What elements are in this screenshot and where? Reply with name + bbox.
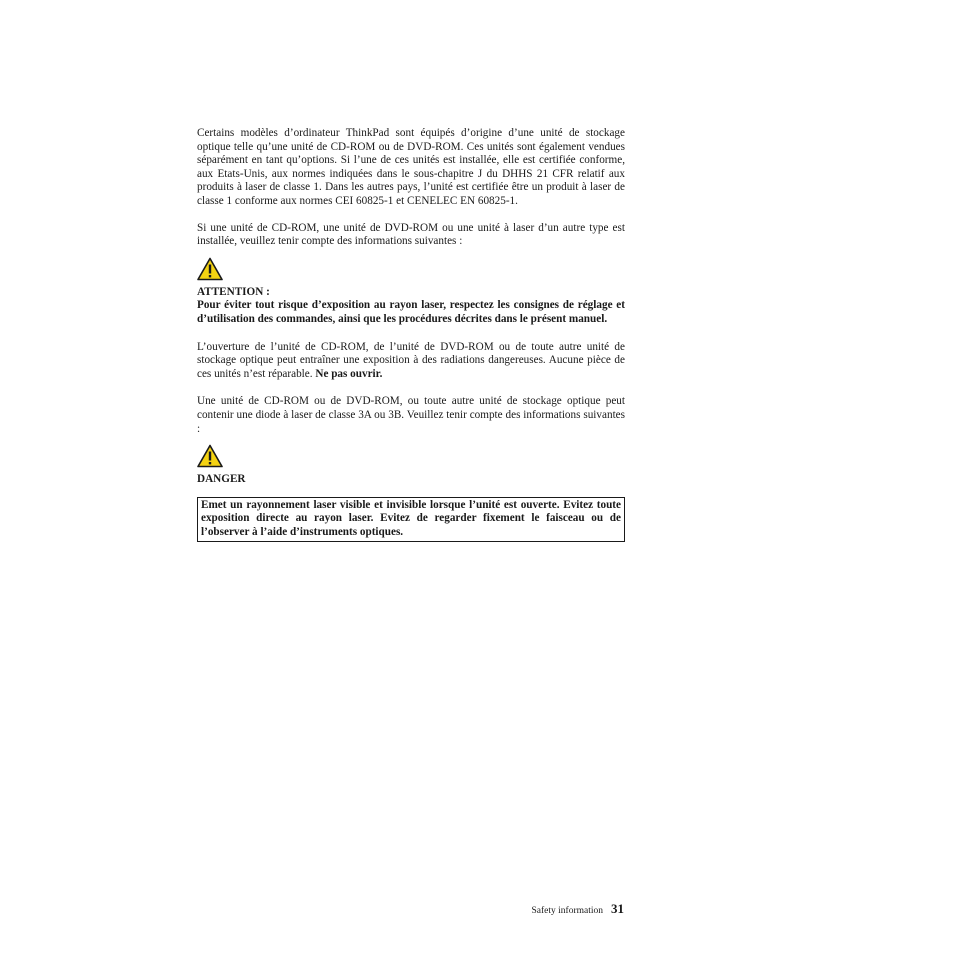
- document-body: [197, 127, 625, 542]
- do-not-open-text: Ne pas ouvrir.: [315, 367, 383, 380]
- warning-triangle-icon: [197, 444, 223, 468]
- paragraph-optical-drive-intro: Certains modèles d’ordinateur ThinkPad sont équipés d’origine d’une unité de stockage optique telle qu’une unité de CD-ROM ou de DVD-ROM. Ces unités sont également vendues séparément en tant qu’options. Si l’une de ces unités est installée, elle est certifiée conforme, aux Etats-Unis, aux normes indiquées dans le sous-chapitre J du DHHS 21 CFR relatif aux produits à laser de classe 1. Dans les autres pays, l’unité est certifiée être un produit à laser de classe 1 conforme aux normes CEI 60825-1 et CENELEC EN 60825-1.: [197, 127, 625, 207]
- paragraph-opening-warning: [197, 341, 625, 382]
- danger-notice-box: Emet un rayonnement laser visible et invisible lorsque l’unité est ouverte. Evitez toute exposition directe au rayon laser. Evitez de regarder fixement le faisceau ou de l’observer à l’aide d’instruments optiques.: [197, 497, 625, 543]
- footer-section-title: Safety information: [531, 906, 603, 916]
- attention-text: Pour éviter tout risque d’exposition au rayon laser, respectez les consignes de réglage et d’utilisation des commandes, ainsi que les procédures décrites dans le présent manuel.: [197, 299, 625, 325]
- warning-triangle-icon: [197, 257, 223, 281]
- paragraph-laser-notice: Si une unité de CD-ROM, une unité de DVD-ROM ou une unité à laser d’un autre type est installée, veuillez tenir compte des informations suivantes :: [197, 221, 625, 248]
- attention-label: ATTENTION :: [197, 285, 270, 298]
- page-footer: [532, 902, 625, 918]
- opening-warning-text: L’ouverture de l’unité de CD-ROM, de l’unité de DVD-ROM ou de toute autre unité de stockage optique peut entraîner une exposition à des radiations dangereuses. Aucune pièce de ces unités n’est réparable.: [197, 340, 625, 380]
- paragraph-laser-class: Une unité de CD-ROM ou de DVD-ROM, ou toute autre unité de stockage optique peut contenir une diode à laser de classe 3A ou 3B. Veuillez tenir compte des informations suivantes :: [197, 395, 625, 435]
- danger-label: DANGER: [197, 473, 246, 486]
- page-number: 31: [611, 901, 624, 916]
